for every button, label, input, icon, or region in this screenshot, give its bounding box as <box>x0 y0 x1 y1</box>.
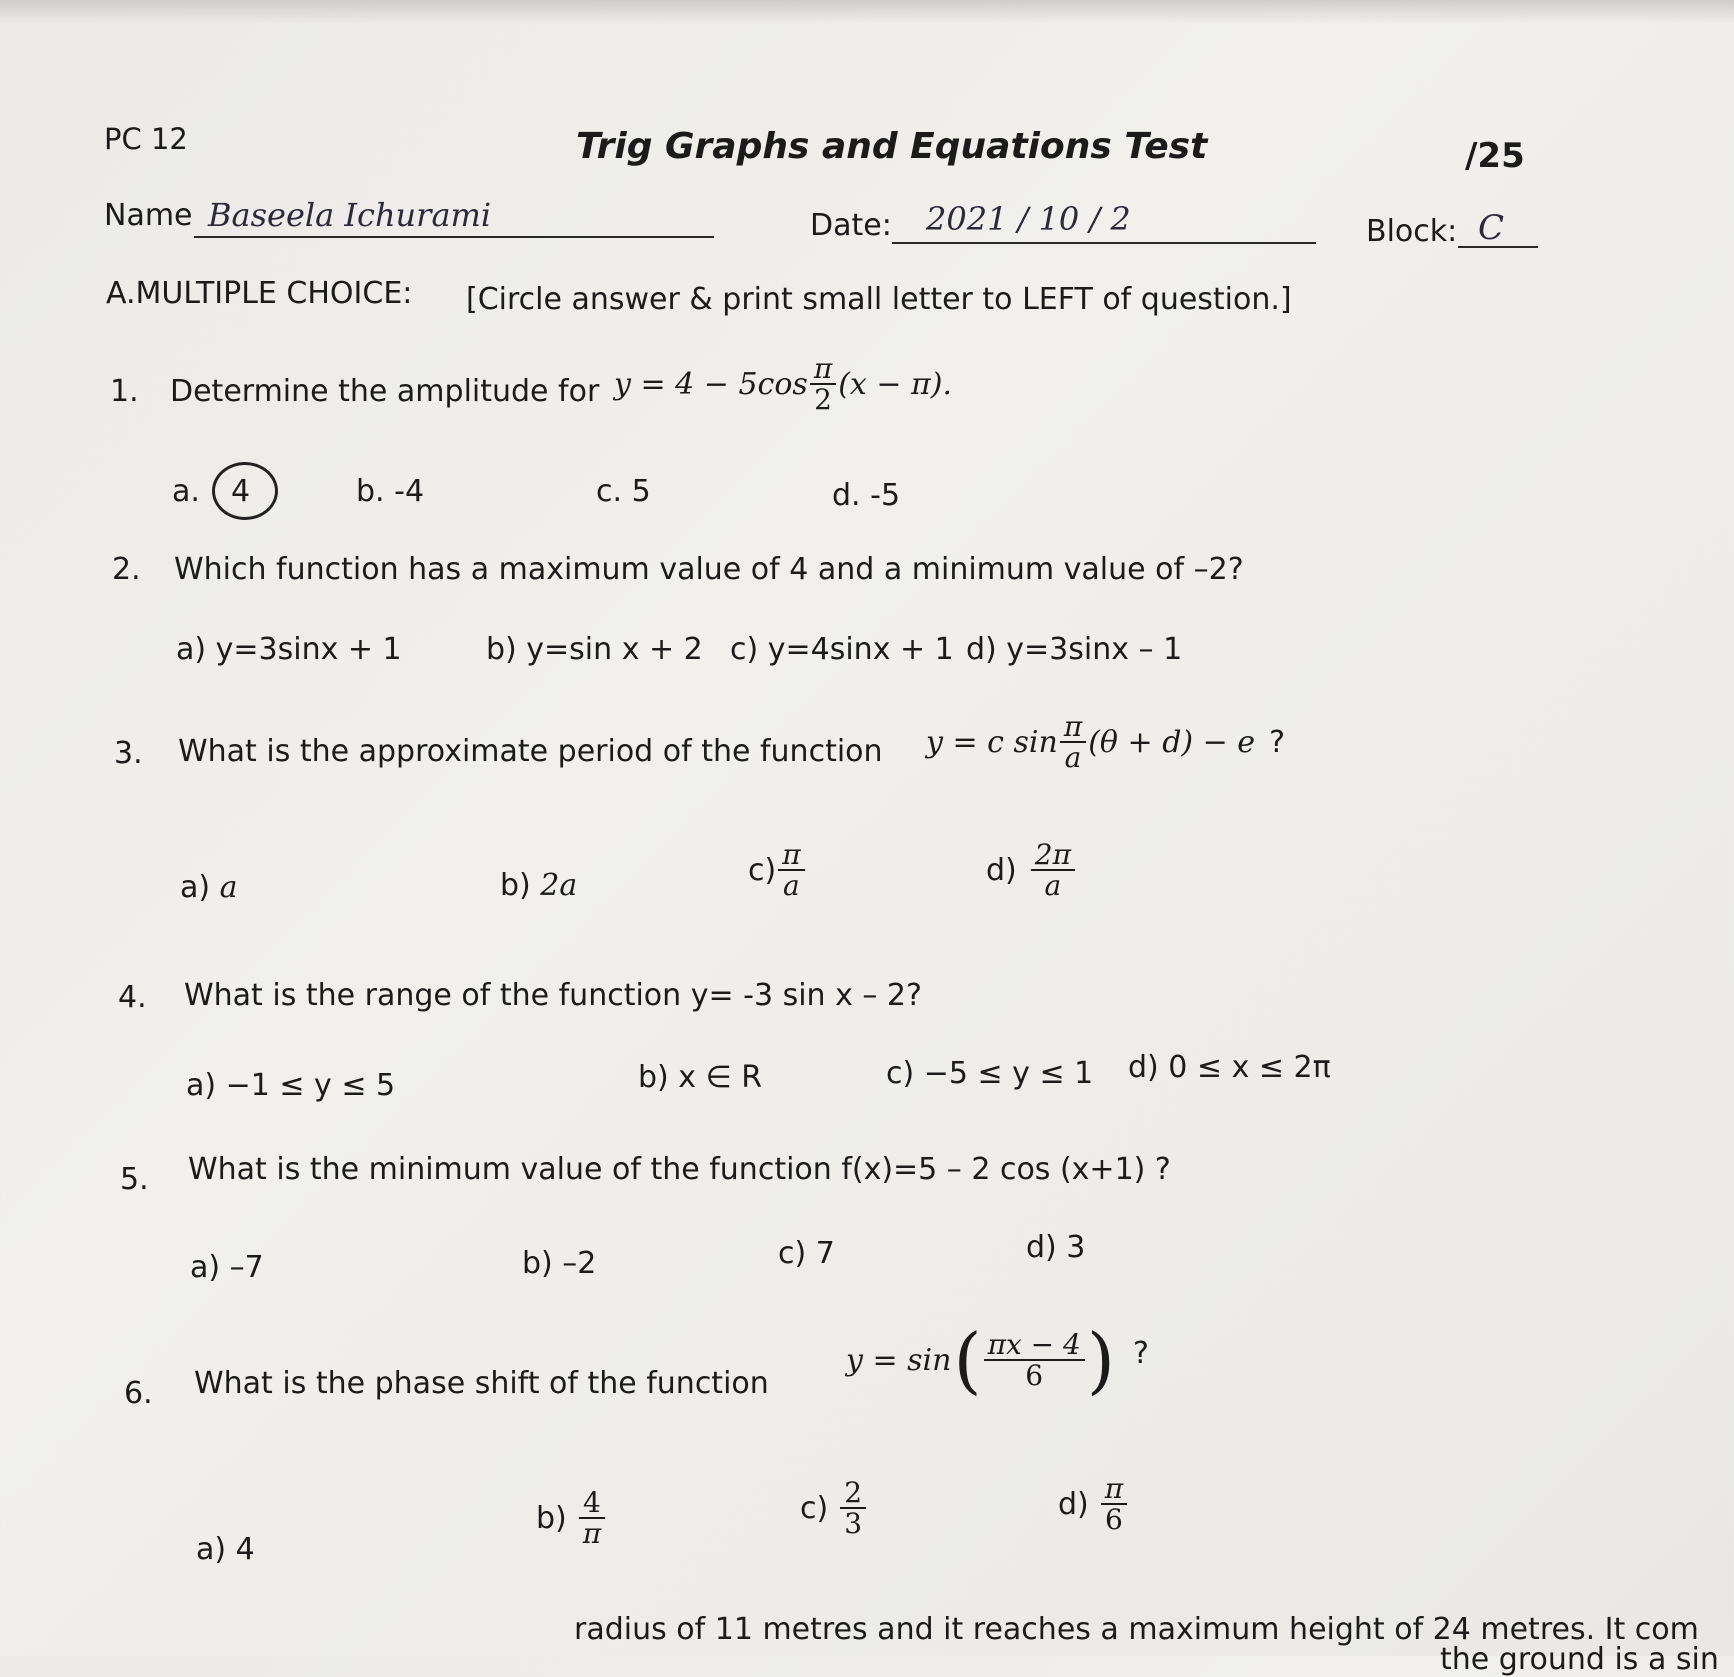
q3-question-mark: ? <box>1269 724 1286 760</box>
q1-option-b[interactable]: b. -4 <box>356 474 425 509</box>
q3-eq-den: a <box>1064 741 1082 775</box>
q6-eq-pre: y = sin <box>846 1342 952 1378</box>
section-instructions: [Circle answer & print small letter to LEFT of question.] <box>466 282 1292 317</box>
q2-option-a[interactable]: a) y=3sinx + 1 <box>176 632 402 667</box>
date-field[interactable] <box>892 200 1316 244</box>
q4-option-b[interactable]: b) x ∈ R <box>638 1060 763 1095</box>
block-field[interactable] <box>1458 208 1538 248</box>
q3-option-d-den: a <box>1044 869 1062 903</box>
block-value: C <box>1478 208 1505 248</box>
q5-option-a[interactable]: a) –7 <box>190 1250 264 1285</box>
q3-option-d-num: 2π <box>1031 840 1075 871</box>
q3-option-b-value: 2a <box>540 868 578 903</box>
q4-option-d[interactable]: d) 0 ≤ x ≤ 2π <box>1128 1050 1331 1085</box>
q6-question-mark: ? <box>1132 1335 1149 1371</box>
block-label: Block: <box>1366 214 1458 249</box>
q1-option-c[interactable]: c. 5 <box>596 474 651 509</box>
q1-eq-post: (x − π). <box>838 366 953 402</box>
q3-number: 3. <box>114 736 143 771</box>
q1-equation <box>614 354 952 415</box>
section-title: A.MULTIPLE CHOICE: <box>106 276 413 311</box>
q6-option-b[interactable] <box>536 1488 607 1549</box>
footer-line-2: the ground is a sin <box>1440 1642 1719 1677</box>
q2-number: 2. <box>112 552 141 587</box>
q3-eq-post: (θ + d) − e <box>1088 724 1256 760</box>
q3-option-d-label: d) <box>986 852 1017 888</box>
q6-option-c-num: 2 <box>840 1478 866 1509</box>
q1-option-a-label[interactable]: a. <box>172 474 200 509</box>
q4-number: 4. <box>118 980 147 1015</box>
q4-option-a[interactable]: a) −1 ≤ y ≤ 5 <box>186 1068 396 1103</box>
q6-option-d[interactable] <box>1058 1474 1129 1535</box>
q6-text: What is the phase shift of the function <box>194 1366 769 1401</box>
q6-option-a[interactable]: a) 4 <box>196 1532 255 1567</box>
page-title: Trig Graphs and Equations Test <box>576 126 1208 167</box>
name-field[interactable] <box>194 196 714 238</box>
q3-eq-num: π <box>1060 712 1086 743</box>
q1-option-d[interactable]: d. -5 <box>832 478 901 513</box>
q6-option-d-label: d) <box>1058 1486 1089 1522</box>
q3-option-b[interactable] <box>500 868 577 903</box>
date-value: 2021 / 10 / 2 <box>926 200 1131 238</box>
q1-eq-den: 2 <box>814 383 832 417</box>
q3-option-c-label: c) <box>748 852 777 888</box>
q6-option-c-label: c) <box>800 1490 829 1526</box>
q1-eq-num: π <box>810 354 836 385</box>
q3-option-c[interactable] <box>748 840 807 901</box>
q6-option-d-den: 6 <box>1105 1503 1123 1537</box>
q5-text: What is the minimum value of the function f(x)=5 – 2 cos (x+1) ? <box>188 1152 1171 1187</box>
q4-option-c[interactable]: c) −5 ≤ y ≤ 1 <box>886 1056 1094 1091</box>
q6-eq-den: 6 <box>1025 1359 1044 1392</box>
score-total: /25 <box>1465 136 1525 176</box>
q6-eq-fraction <box>984 1327 1085 1392</box>
q4-text: What is the range of the function y= -3 sin x – 2? <box>184 978 922 1013</box>
q3-option-d[interactable] <box>986 840 1077 901</box>
q1-eq-fraction <box>810 354 836 415</box>
q3-option-a-label: a) <box>180 870 211 905</box>
q5-option-b[interactable]: b) –2 <box>522 1246 597 1281</box>
q3-option-d-fraction <box>1031 840 1075 901</box>
q3-option-a-value: a <box>219 870 238 905</box>
q5-number: 5. <box>120 1162 149 1197</box>
q3-option-a[interactable] <box>180 870 238 905</box>
q6-option-d-fraction <box>1101 1474 1127 1535</box>
q6-left-paren: ( <box>953 1318 982 1402</box>
q5-option-c[interactable]: c) 7 <box>778 1236 835 1271</box>
date-label: Date: <box>810 208 892 243</box>
paper-shadow <box>0 0 1734 24</box>
q6-option-c-fraction <box>840 1478 866 1539</box>
q6-option-b-label: b) <box>536 1500 567 1536</box>
q2-option-c[interactable]: c) y=4sinx + 1 <box>730 632 954 667</box>
q3-text: What is the approximate period of the function <box>178 734 883 769</box>
q1-text: Determine the amplitude for <box>170 374 600 409</box>
q3-eq-pre: y = c sin <box>926 724 1058 760</box>
q3-eq-fraction <box>1060 712 1086 773</box>
q6-equation <box>846 1318 1149 1402</box>
q6-option-c-den: 3 <box>844 1507 863 1541</box>
q3-option-c-den: a <box>783 869 800 903</box>
q6-option-b-den: π <box>582 1517 602 1551</box>
name-label: Name <box>104 198 193 233</box>
q6-option-c[interactable] <box>800 1478 868 1539</box>
course-code: PC 12 <box>104 122 188 156</box>
q2-option-b[interactable]: b) y=sin x + 2 <box>486 632 703 667</box>
q1-eq-pre: y = 4 − 5cos <box>614 366 808 402</box>
q2-option-d[interactable]: d) y=3sinx – 1 <box>966 632 1183 667</box>
q3-option-c-num: π <box>778 840 804 871</box>
q1-option-a-value[interactable]: 4 <box>231 474 251 509</box>
q6-number: 6. <box>124 1376 153 1411</box>
q6-option-b-fraction <box>579 1488 605 1549</box>
q6-eq-num: πx − 4 <box>984 1330 1085 1361</box>
footer-line-1: radius of 11 metres and it reaches a maximum height of 24 metres. It com <box>574 1612 1699 1647</box>
q3-equation <box>926 712 1285 773</box>
q5-option-d[interactable]: d) 3 <box>1026 1230 1086 1265</box>
q3-option-c-fraction <box>778 840 804 901</box>
q1-number: 1. <box>110 374 139 409</box>
q3-option-b-label: b) <box>500 868 531 903</box>
q6-option-d-num: π <box>1101 1474 1127 1505</box>
q6-option-b-num: 4 <box>579 1488 605 1519</box>
q2-text: Which function has a maximum value of 4 and a minimum value of –2? <box>174 552 1244 587</box>
name-value: Baseela Ichurami <box>208 196 492 234</box>
q6-right-paren: ) <box>1086 1318 1115 1402</box>
